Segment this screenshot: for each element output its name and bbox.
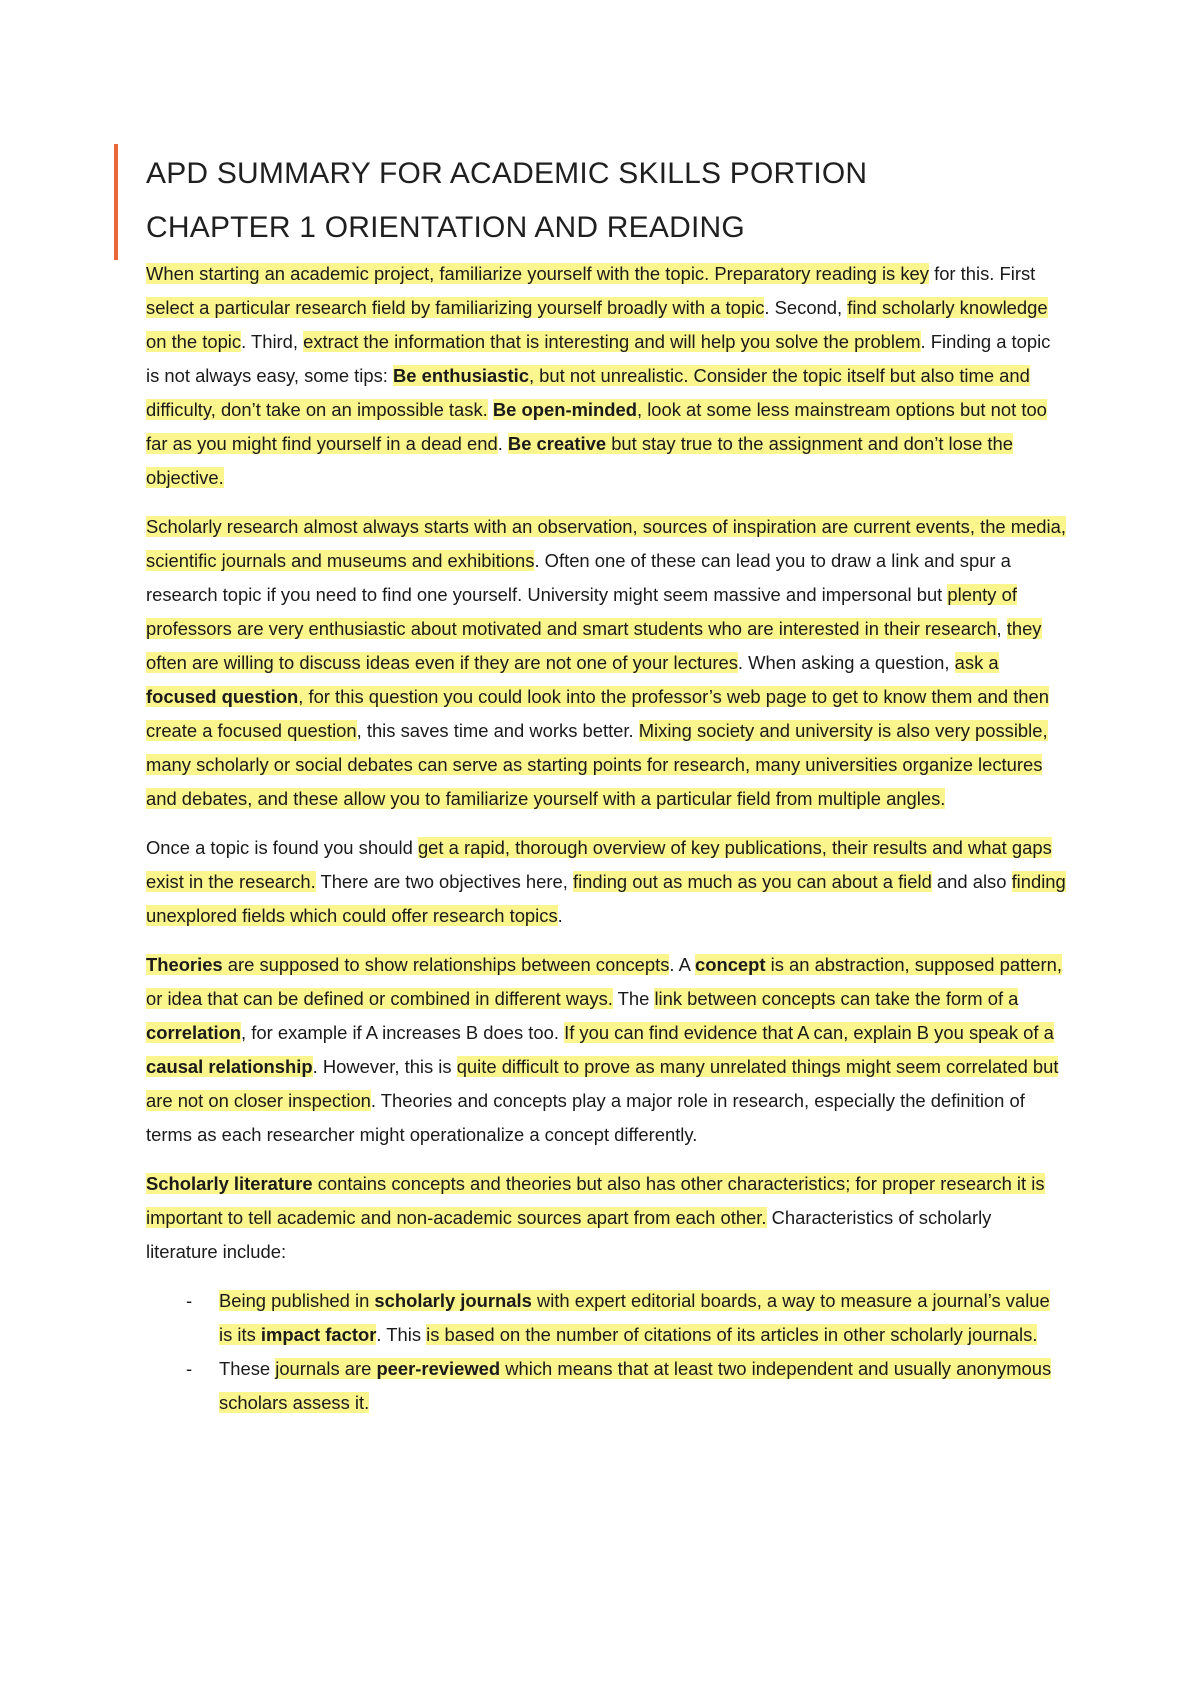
text-run: . Third, bbox=[241, 331, 304, 352]
document-body bbox=[146, 257, 1066, 1420]
bold-term: Theories bbox=[146, 954, 223, 975]
text-run: . bbox=[557, 905, 563, 926]
paragraph-theories bbox=[146, 948, 1066, 1152]
paragraph-scholarly-literature bbox=[146, 1167, 1066, 1269]
characteristics-list bbox=[146, 1284, 1066, 1420]
highlighted-text: but stay true to the assignment and don’t lose the objective. bbox=[146, 433, 1013, 488]
paragraph-observation bbox=[146, 510, 1066, 816]
highlighted-text: plenty of professors are very enthusiastic about motivated and smart students who are interested in their research bbox=[146, 584, 1017, 639]
highlighted-text: journals are bbox=[275, 1358, 377, 1379]
heading-accent-bar bbox=[114, 144, 118, 260]
text-run: . Theories and concepts play a major role in research, especially the definition of terms as each researcher might operationalize a concept differently. bbox=[146, 1090, 1025, 1145]
text-run: . Often one of these can lead you to draw a link and spur a research topic if you need to find one yourself. University might seem massive and impersonal but bbox=[146, 550, 1011, 605]
highlighted-text: Scholarly research almost always starts with an observation, sources of inspiration are current events, the media, scientific journals and museums and exhibitions bbox=[146, 516, 1066, 571]
list-item bbox=[146, 1284, 1066, 1352]
bold-term: scholarly journals bbox=[374, 1290, 532, 1311]
bold-term: correlation bbox=[146, 1022, 242, 1043]
text-run: There are two objectives here, bbox=[315, 871, 573, 892]
text-run: . Finding a topic is not always easy, some tips: bbox=[146, 331, 1051, 386]
highlighted-text: select a particular research field by familiarizing yourself broadly with a topic bbox=[146, 297, 765, 318]
highlighted-text: get a rapid, thorough overview of key publications, their results and what gaps exist in the research. bbox=[146, 837, 1052, 892]
highlighted-text: find scholarly knowledge on the topic bbox=[146, 297, 1048, 352]
list-item bbox=[146, 1352, 1066, 1420]
text-run: These bbox=[219, 1358, 276, 1379]
bold-term: Be open-minded bbox=[492, 399, 637, 420]
highlighted-text: which means that at least two independent and usually anonymous scholars assess it. bbox=[219, 1358, 1052, 1413]
highlighted-text: are supposed to show relationships between concepts bbox=[222, 954, 670, 975]
text-run: . However, this is bbox=[312, 1056, 457, 1077]
highlighted-text: finding out as much as you can about a field bbox=[572, 871, 932, 892]
highlighted-text: contains concepts and theories but also has other characteristics; for proper research it is important to tell academic and non-academic sources apart from each other. bbox=[146, 1173, 1045, 1228]
highlighted-text: Mixing society and university is also very possible, many scholarly or social debates can serve as starting points for research, many universities organize lectures and debates, and these allow you to familiarize yourself with a particular field from multiple angles. bbox=[146, 720, 1048, 809]
bullet-marker: - bbox=[186, 1358, 193, 1379]
bold-term: causal relationship bbox=[146, 1056, 313, 1077]
text-run: . A bbox=[669, 954, 695, 975]
highlighted-text: they often are willing to discuss ideas even if they are not one of your lectures bbox=[146, 618, 1042, 673]
highlighted-text: link between concepts can take the form of a bbox=[654, 988, 1019, 1009]
bold-term: concept bbox=[695, 954, 766, 975]
bullet-marker: - bbox=[186, 1290, 193, 1311]
highlighted-text: extract the information that is interesting and will help you solve the problem bbox=[303, 331, 921, 352]
bold-term: focused question bbox=[146, 686, 299, 707]
highlighted-text: is based on the number of citations of its articles in other scholarly journals. bbox=[426, 1324, 1038, 1345]
highlighted-text: quite difficult to prove as many unrelated things might seem correlated but are not on closer inspection bbox=[146, 1056, 1059, 1111]
text-run: . Second, bbox=[764, 297, 848, 318]
bold-term: impact factor bbox=[260, 1324, 377, 1345]
text-run: The bbox=[612, 988, 655, 1009]
text-run: and also bbox=[931, 871, 1012, 892]
text-run: Once a topic is found you should bbox=[146, 837, 418, 858]
highlighted-text: If you can find evidence that A can, explain B you speak of a bbox=[564, 1022, 1054, 1043]
highlighted-text: finding unexplored fields which could offer research topics bbox=[146, 871, 1066, 926]
bold-term: Be enthusiastic bbox=[393, 365, 529, 386]
highlighted-text: Being published in bbox=[219, 1290, 375, 1311]
chapter-title: CHAPTER 1 ORIENTATION AND READING bbox=[146, 211, 745, 244]
text-run: , bbox=[996, 618, 1007, 639]
text-run: . bbox=[497, 433, 508, 454]
highlighted-text: is an abstraction, supposed pattern, or idea that can be defined or combined in different ways. bbox=[146, 954, 1062, 1009]
bold-term: Be creative bbox=[507, 433, 607, 454]
highlighted-text: , look at some less mainstream options but not too far as you might find yourself in a dead end bbox=[146, 399, 1047, 454]
text-run: , this saves time and works better. bbox=[356, 720, 639, 741]
highlighted-text: with expert editorial boards, a way to measure a journal’s value is its bbox=[219, 1290, 1050, 1345]
highlighted-text: ask a bbox=[954, 652, 999, 673]
text-run: . This bbox=[376, 1324, 427, 1345]
text-run: , for example if A increases B does too. bbox=[241, 1022, 565, 1043]
paragraph-overview bbox=[146, 831, 1066, 933]
paragraph-orientation bbox=[146, 257, 1066, 495]
document-title: APD SUMMARY FOR ACADEMIC SKILLS PORTION bbox=[146, 157, 868, 190]
bold-term: Scholarly literature bbox=[146, 1173, 313, 1194]
highlighted-text: , for this question you could look into the professor’s web page to get to know them and then create a focused question bbox=[146, 686, 1049, 741]
text-run: for this. First bbox=[928, 263, 1036, 284]
bold-term: peer-reviewed bbox=[376, 1358, 501, 1379]
text-run: Characteristics of scholarly literature include: bbox=[146, 1207, 992, 1262]
text-run: . When asking a question, bbox=[737, 652, 955, 673]
highlighted-text: , but not unrealistic. Consider the topic itself but also time and difficulty, don’t take on an impossible task. bbox=[146, 365, 1030, 420]
highlighted-text: When starting an academic project, familiarize yourself with the topic. Preparatory reading is key bbox=[146, 263, 929, 284]
